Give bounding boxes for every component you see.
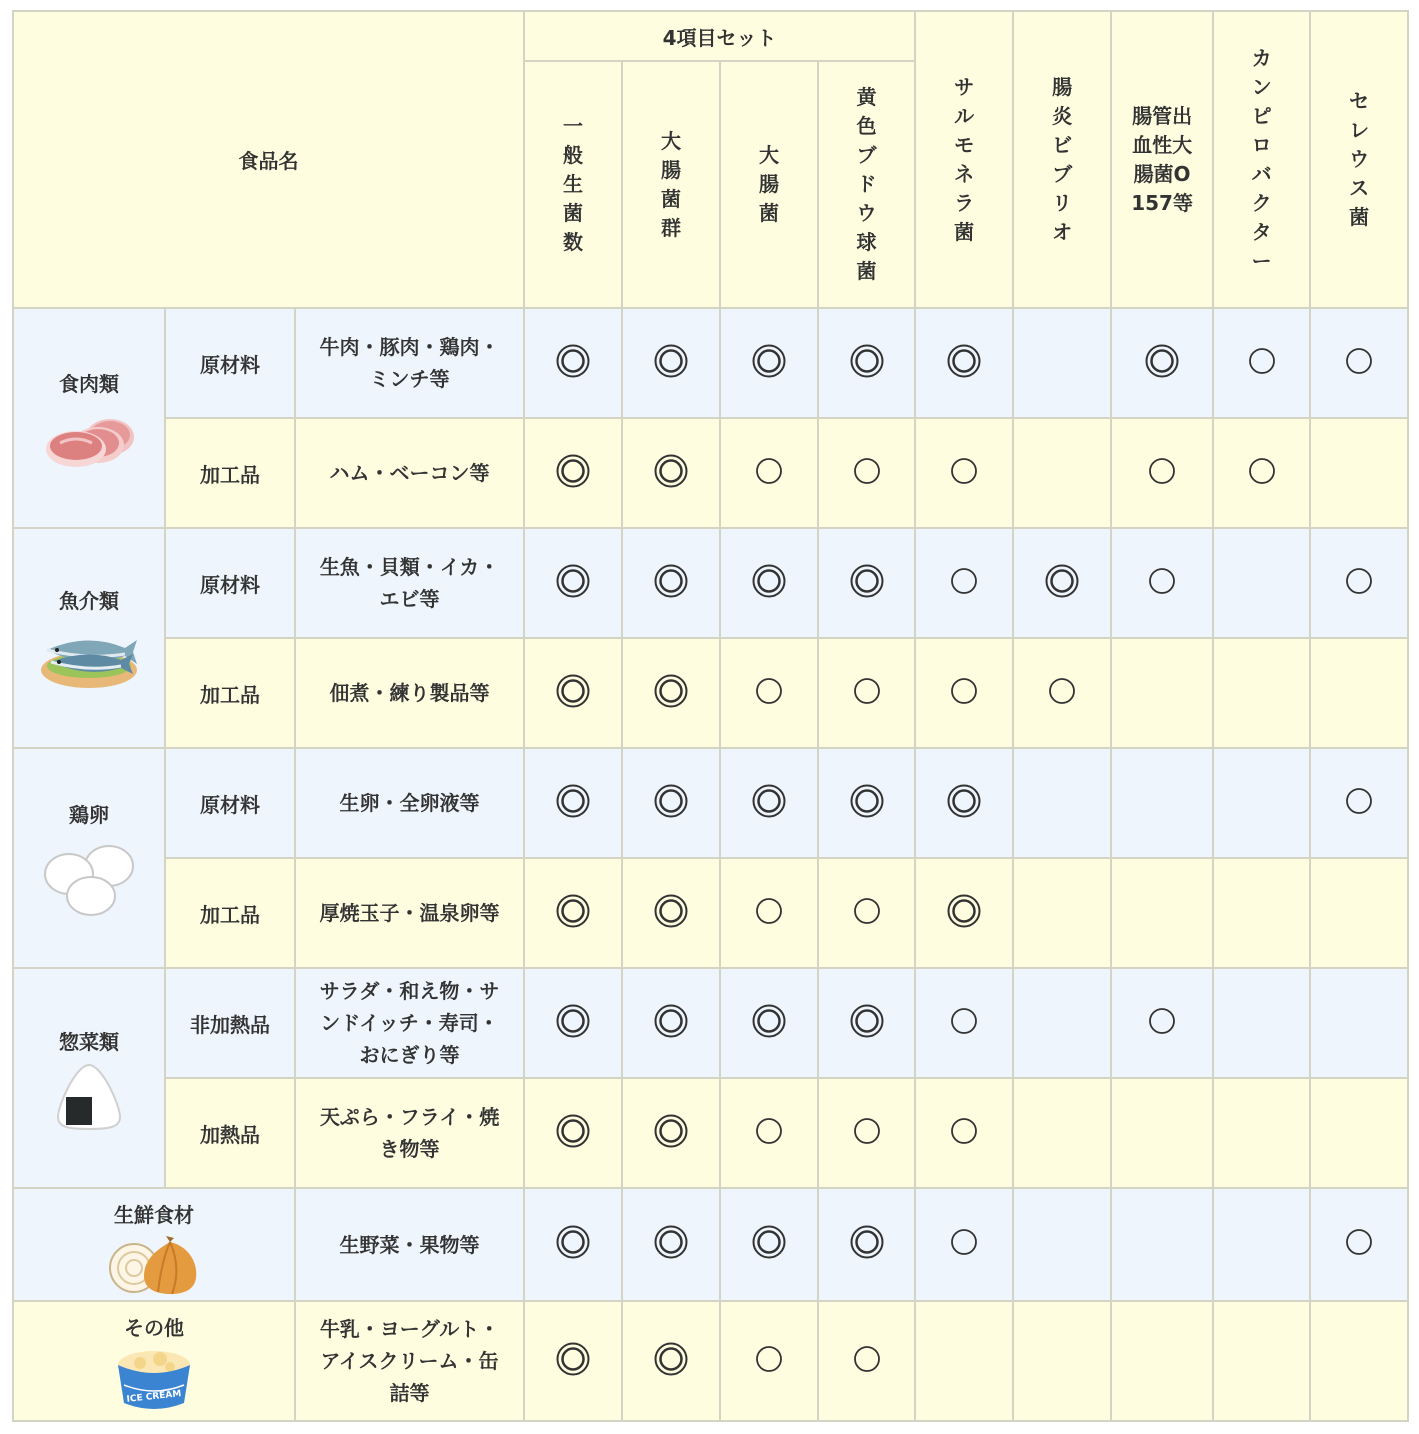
mark-cell: [622, 858, 720, 968]
mark-cell: [1111, 418, 1213, 528]
double-circle-mark: [850, 344, 884, 378]
double-circle-mark: [654, 674, 688, 708]
circle-mark: [752, 674, 786, 708]
mark-cell: [1111, 1078, 1213, 1188]
circle-mark: [752, 894, 786, 928]
mark-cell: [1213, 528, 1310, 638]
mark-cell: [524, 748, 622, 858]
food-label: 厚焼玉子・温泉卵等: [319, 901, 500, 925]
table-row: [13, 638, 1408, 748]
mark-cell: [1013, 1078, 1111, 1188]
header-col-8: カンピロバクター: [1213, 11, 1310, 308]
table-row: [13, 858, 1408, 968]
mark-cell: [1310, 418, 1408, 528]
mark-cell: [915, 638, 1013, 748]
food-cell: [295, 968, 524, 1078]
header-col-5: サルモネラ菌: [915, 11, 1013, 308]
double-circle-mark: [654, 784, 688, 818]
category-label: 食肉類: [59, 371, 119, 396]
circle-mark: [1342, 784, 1376, 818]
double-circle-mark: [556, 454, 590, 488]
food-cell: [295, 1188, 524, 1301]
mark-cell: [1111, 1301, 1213, 1421]
circle-mark: [1245, 344, 1279, 378]
mark-cell: [622, 748, 720, 858]
circle-mark: [1145, 454, 1179, 488]
double-circle-mark: [654, 1342, 688, 1376]
mark-cell: [622, 308, 720, 418]
mark-cell: [915, 308, 1013, 418]
category-cell: [13, 1301, 295, 1421]
double-circle-mark: [556, 1004, 590, 1038]
mark-cell: [818, 1188, 915, 1301]
circle-mark: [850, 894, 884, 928]
food-label: 生卵・全卵液等: [339, 791, 480, 815]
double-circle-mark: [556, 894, 590, 928]
mark-cell: [1213, 638, 1310, 748]
mark-cell: [1213, 748, 1310, 858]
type-cell: 加熱品: [165, 1078, 295, 1188]
mark-cell: [1013, 968, 1111, 1078]
circle-mark: [947, 454, 981, 488]
mark-cell: [818, 418, 915, 528]
mark-cell: [1213, 1301, 1310, 1421]
mark-cell: [818, 1301, 915, 1421]
double-circle-mark: [752, 344, 786, 378]
circle-mark: [947, 564, 981, 598]
mark-cell: [1310, 638, 1408, 748]
food-label: 牛乳・ヨーグルト・アイスクリーム・缶詰等: [319, 1317, 500, 1405]
circle-mark: [1045, 674, 1079, 708]
double-circle-mark: [850, 1004, 884, 1038]
mark-cell: [1310, 308, 1408, 418]
mark-cell: [1310, 528, 1408, 638]
double-circle-mark: [654, 1114, 688, 1148]
mark-cell: [818, 1078, 915, 1188]
mark-cell: [915, 1078, 1013, 1188]
mark-cell: [915, 1301, 1013, 1421]
circle-mark: [1145, 1004, 1179, 1038]
mark-cell: [818, 748, 915, 858]
food-label: 佃煮・練り製品等: [329, 681, 490, 705]
mark-cell: [524, 1078, 622, 1188]
header-col-3: 大腸菌: [720, 61, 818, 308]
double-circle-mark: [1145, 344, 1179, 378]
double-circle-mark: [556, 344, 590, 378]
double-circle-mark: [947, 894, 981, 928]
mark-cell: [818, 308, 915, 418]
mark-cell: [1213, 1078, 1310, 1188]
category-label: 生鮮食材: [114, 1203, 194, 1227]
header-col-1: 一般生菌数: [524, 61, 622, 308]
mark-cell: [720, 1301, 818, 1421]
table-row: [13, 968, 1408, 1078]
double-circle-mark: [556, 564, 590, 598]
mark-cell: [720, 1188, 818, 1301]
mark-cell: [1013, 418, 1111, 528]
food-label: 生野菜・果物等: [339, 1232, 480, 1257]
type-cell: 原材料: [165, 528, 295, 638]
mark-cell: [524, 638, 622, 748]
mark-cell: [818, 528, 915, 638]
mark-cell: [622, 1078, 720, 1188]
category-cell: [13, 308, 165, 528]
mark-cell: [1111, 308, 1213, 418]
circle-mark: [752, 454, 786, 488]
mark-cell: [1013, 308, 1111, 418]
food-cell: [295, 1301, 524, 1421]
circle-mark: [947, 1004, 981, 1038]
header-col-7: 腸管出血性大腸菌O157等: [1111, 11, 1213, 308]
circle-mark: [850, 674, 884, 708]
mark-cell: [1013, 638, 1111, 748]
mark-cell: [915, 748, 1013, 858]
mark-cell: [720, 1078, 818, 1188]
mark-cell: [915, 528, 1013, 638]
mark-cell: [524, 1301, 622, 1421]
header-col-9: セレウス菌: [1310, 11, 1408, 308]
table-row: [13, 1301, 1408, 1421]
double-circle-mark: [654, 344, 688, 378]
mark-cell: [1213, 418, 1310, 528]
mark-cell: [720, 748, 818, 858]
mark-cell: [818, 968, 915, 1078]
category-cell: [13, 748, 165, 968]
header-col-4: 黄色ブドウ球菌: [818, 61, 915, 308]
double-circle-mark: [947, 344, 981, 378]
circle-mark: [947, 1225, 981, 1259]
double-circle-mark: [752, 1004, 786, 1038]
type-cell: 原材料: [165, 308, 295, 418]
double-circle-mark: [752, 564, 786, 598]
mark-cell: [1111, 748, 1213, 858]
category-label: 惣菜類: [59, 1029, 119, 1054]
mark-cell: [1013, 528, 1111, 638]
ice-cream-icon: [114, 1347, 194, 1413]
mark-cell: [1013, 858, 1111, 968]
mark-cell: [915, 858, 1013, 968]
meat-icon: [40, 403, 138, 469]
mark-cell: [1111, 858, 1213, 968]
mark-cell: [622, 968, 720, 1078]
circle-mark: [752, 1342, 786, 1376]
double-circle-mark: [556, 784, 590, 818]
circle-mark: [1342, 1225, 1376, 1259]
header-col-2: 大腸菌群: [622, 61, 720, 308]
header-food-name: 食品名: [13, 11, 524, 308]
mark-cell: [720, 858, 818, 968]
double-circle-mark: [752, 1225, 786, 1259]
double-circle-mark: [654, 894, 688, 928]
table-row: [13, 1078, 1408, 1188]
mark-cell: [1213, 1188, 1310, 1301]
mark-cell: [720, 968, 818, 1078]
mark-cell: [1213, 858, 1310, 968]
food-label: ハム・ベーコン等: [329, 461, 490, 485]
table-row: [13, 748, 1408, 858]
double-circle-mark: [556, 674, 590, 708]
mark-cell: [622, 1301, 720, 1421]
circle-mark: [1145, 564, 1179, 598]
double-circle-mark: [1045, 564, 1079, 598]
mark-cell: [1111, 638, 1213, 748]
circle-mark: [752, 1114, 786, 1148]
mark-cell: [1310, 1078, 1408, 1188]
circle-mark: [850, 1342, 884, 1376]
category-label: 鶏卵: [69, 802, 109, 827]
double-circle-mark: [947, 784, 981, 818]
header-col-6: 腸炎ビブリオ: [1013, 11, 1111, 308]
double-circle-mark: [752, 784, 786, 818]
double-circle-mark: [556, 1225, 590, 1259]
food-label: 生魚・貝類・イカ・エビ等: [319, 555, 500, 611]
mark-cell: [1310, 1301, 1408, 1421]
food-cell: [295, 418, 524, 528]
mark-cell: [524, 968, 622, 1078]
circle-mark: [947, 674, 981, 708]
double-circle-mark: [654, 1225, 688, 1259]
double-circle-mark: [654, 1004, 688, 1038]
mark-cell: [1310, 1188, 1408, 1301]
mark-cell: [622, 418, 720, 528]
table-row: [13, 1188, 1408, 1301]
circle-mark: [1342, 344, 1376, 378]
type-cell: 原材料: [165, 748, 295, 858]
mark-cell: [1213, 308, 1310, 418]
mark-cell: [524, 858, 622, 968]
mark-cell: [915, 968, 1013, 1078]
mark-cell: [524, 308, 622, 418]
food-label: サラダ・和え物・サンドイッチ・寿司・おにぎり等: [319, 979, 500, 1067]
mark-cell: [818, 858, 915, 968]
category-cell: [13, 528, 165, 748]
mark-cell: [1310, 858, 1408, 968]
mark-cell: [1213, 968, 1310, 1078]
circle-mark: [850, 454, 884, 488]
food-cell: [295, 638, 524, 748]
mark-cell: [1310, 968, 1408, 1078]
circle-mark: [850, 1114, 884, 1148]
double-circle-mark: [850, 1225, 884, 1259]
category-label: 魚介類: [59, 588, 119, 613]
mark-cell: [1013, 1301, 1111, 1421]
inspection-table: [12, 10, 1409, 1422]
table-row: [13, 308, 1408, 418]
mark-cell: [622, 1188, 720, 1301]
category-label: その他: [124, 1316, 184, 1340]
header-4-item-set: 4項目セット: [524, 11, 915, 61]
double-circle-mark: [556, 1342, 590, 1376]
mark-cell: [1111, 968, 1213, 1078]
mark-cell: [720, 528, 818, 638]
mark-cell: [720, 418, 818, 528]
mark-cell: [915, 418, 1013, 528]
circle-mark: [1245, 454, 1279, 488]
mark-cell: [1111, 528, 1213, 638]
food-cell: [295, 308, 524, 418]
double-circle-mark: [654, 564, 688, 598]
type-cell: 加工品: [165, 858, 295, 968]
type-cell: 加工品: [165, 638, 295, 748]
mark-cell: [818, 638, 915, 748]
mark-cell: [1310, 748, 1408, 858]
onion-icon: [108, 1234, 200, 1296]
double-circle-mark: [556, 1114, 590, 1148]
table-row: [13, 418, 1408, 528]
food-label: 牛肉・豚肉・鶏肉・ミンチ等: [319, 335, 500, 391]
fish-icon: [37, 620, 141, 692]
mark-cell: [1111, 1188, 1213, 1301]
circle-mark: [1342, 564, 1376, 598]
mark-cell: [1013, 748, 1111, 858]
circle-mark: [947, 1114, 981, 1148]
ice-cream-label: ICE CREAM: [126, 1389, 182, 1405]
mark-cell: [1013, 1188, 1111, 1301]
mark-cell: [720, 638, 818, 748]
mark-cell: [720, 308, 818, 418]
type-cell: 加工品: [165, 418, 295, 528]
mark-cell: [524, 418, 622, 528]
mark-cell: [915, 1188, 1013, 1301]
double-circle-mark: [654, 454, 688, 488]
food-cell: [295, 858, 524, 968]
category-cell: [13, 968, 165, 1188]
mark-cell: [524, 1188, 622, 1301]
food-label: 天ぷら・フライ・焼き物等: [319, 1105, 500, 1161]
food-cell: [295, 528, 524, 638]
table-row: [13, 528, 1408, 638]
mark-cell: [524, 528, 622, 638]
double-circle-mark: [850, 564, 884, 598]
type-cell: 非加熱品: [165, 968, 295, 1078]
double-circle-mark: [850, 784, 884, 818]
category-cell: [13, 1188, 295, 1301]
mark-cell: [622, 638, 720, 748]
mark-cell: [622, 528, 720, 638]
onigiri-icon: [54, 1061, 124, 1131]
egg-icon: [41, 834, 137, 918]
food-cell: [295, 748, 524, 858]
food-cell: [295, 1078, 524, 1188]
